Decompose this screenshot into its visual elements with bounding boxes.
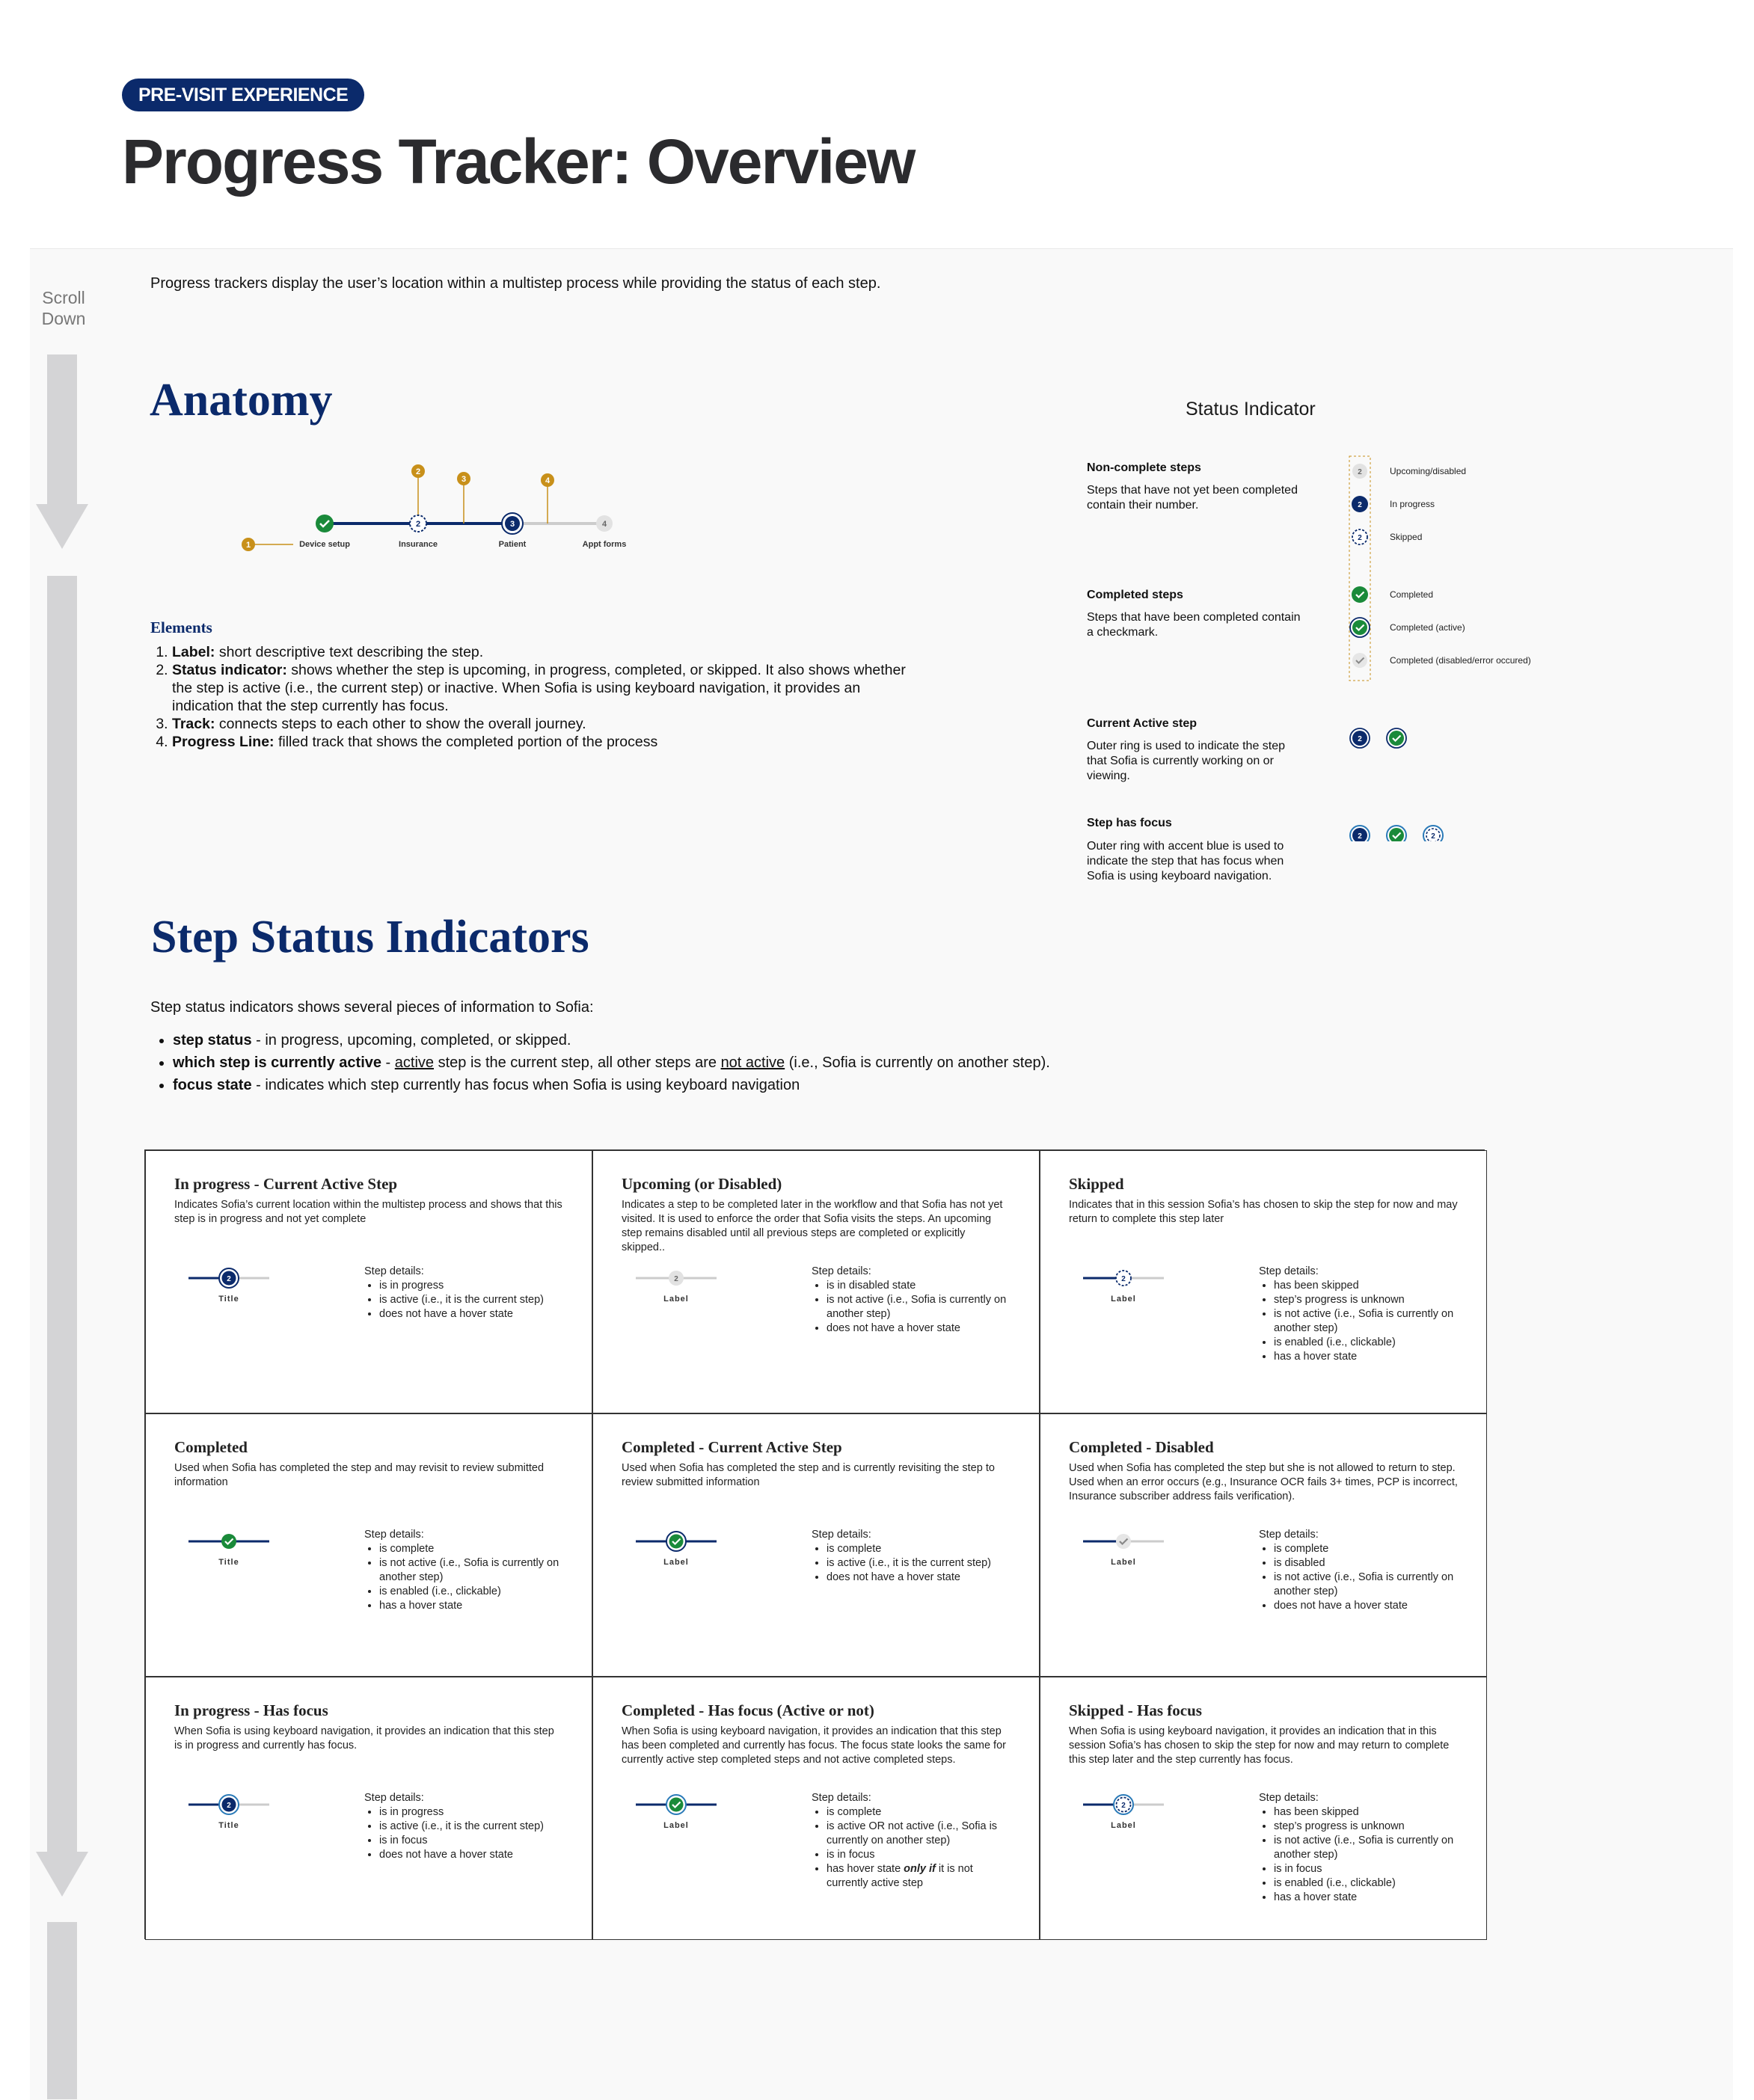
focus-heading: Step has focus <box>1087 817 1172 829</box>
status-label: Skipped <box>1390 532 1423 542</box>
list-item: • is in disabled state <box>827 1279 1014 1293</box>
callout-number: 2 <box>415 467 421 476</box>
step-details-title: Step details: <box>364 1265 424 1277</box>
list-item: • is not active (i.e., Sofia is currently on another step) <box>1274 1307 1461 1336</box>
scroll-arrow-down-icon <box>36 1852 88 1897</box>
status-label: Completed (disabled/error occured) <box>1390 655 1531 666</box>
state-card-description: Used when Sofia has completed the step and may revisit to review submitted information <box>174 1462 545 1488</box>
step-details-title: Step details: <box>364 1529 424 1541</box>
list-item: • is active (i.e., it is the current step) <box>827 1556 1014 1571</box>
state-card-title: Completed <box>174 1438 248 1456</box>
step-states-grid <box>144 1149 1485 1939</box>
state-card <box>145 1677 592 1940</box>
list-item: • is not active (i.e., Sofia is currently on another step) <box>1274 1834 1461 1862</box>
step-details-list <box>364 1279 566 1321</box>
step-status-icon <box>669 1798 684 1812</box>
list-item: • which step is currently active - active step is the current step, all other steps are not active (i.e., Sofia is currently on another step). <box>173 1051 1295 1074</box>
non-complete-heading: Non-complete steps <box>1087 461 1201 474</box>
svg-text:4: 4 <box>601 520 607 529</box>
list-item: • is complete <box>827 1805 1014 1820</box>
elements-heading: Elements <box>150 618 212 636</box>
list-item: • has a hover state <box>379 1599 566 1613</box>
list-item: • is not active (i.e., Sofia is currently on another step) <box>827 1293 1014 1321</box>
step-indicator-demo <box>1082 1526 1209 1571</box>
list-item: • is in progress <box>379 1279 566 1293</box>
state-card-title: In progress - Current Active Step <box>174 1175 398 1193</box>
callout-number: 3 <box>461 475 467 484</box>
step-label: Label <box>1111 1295 1136 1304</box>
state-card-description: Used when Sofia has completed the step but she is not allowed to return to step. Used when an error occurs (e.g., Insurance OCR fails 3+ times, PCP is incorrect, Insurance subscriber address fails verification). <box>1069 1462 1458 1502</box>
step-details-list <box>812 1805 1014 1891</box>
state-card <box>1040 1150 1487 1413</box>
focus-text: Outer ring with accent blue is used to indicate the step that has focus when Sofia is using keyboard navigation. <box>1087 840 1284 882</box>
status-indicator-heading: Status Indicator <box>1186 399 1316 420</box>
list-item: 1. Label: short descriptive text describing the step. <box>172 643 920 661</box>
status-label: In progress <box>1390 499 1435 509</box>
scroll-down-label <box>30 287 97 329</box>
step-details-list <box>1259 1279 1461 1364</box>
scroll-arrow-shaft <box>47 576 77 1853</box>
completed-text: Steps that have been completed contain a checkmark. <box>1087 611 1301 639</box>
step-label: Title <box>218 1295 239 1304</box>
svg-text:2: 2 <box>1121 1802 1126 1810</box>
anatomy-diagram <box>232 458 651 555</box>
step-details-list <box>1259 1542 1461 1613</box>
step-status-list <box>152 1029 1295 1096</box>
state-card-description: Indicates a step to be completed later in the workflow and that Sofia has not yet visited. It is used to enforce the order that Sofia visits the steps. An upcoming step remains disabled until all previous steps are completed or explicitly skipped.. <box>622 1199 1003 1253</box>
scroll-arrow-shaft <box>47 354 77 504</box>
step-details-title: Step details: <box>812 1265 871 1277</box>
step-label: Appt forms <box>582 540 627 549</box>
step-details-title: Step details: <box>1259 1529 1319 1541</box>
status-indicator-icons <box>1339 452 1444 841</box>
list-item: • step’s progress is unknown <box>1274 1293 1461 1307</box>
list-item: • has been skipped <box>1274 1279 1461 1293</box>
list-item: • is active (i.e., it is the current step) <box>379 1820 566 1834</box>
completed-icon <box>1352 586 1368 603</box>
step-status-icon <box>1116 1534 1131 1549</box>
step-details-list <box>812 1279 1014 1336</box>
list-item: • has hover state only if it is not currently active step <box>827 1862 1014 1891</box>
list-item: • is in progress <box>379 1805 566 1820</box>
non-complete-text: Steps that have not yet been completed contain their number. <box>1087 484 1298 512</box>
list-item: • step’s progress is unknown <box>1274 1820 1461 1834</box>
step-details-list <box>812 1542 1014 1585</box>
list-item: • is complete <box>379 1542 566 1556</box>
list-item: • is enabled (i.e., clickable) <box>379 1585 566 1599</box>
list-item: • is in focus <box>827 1848 1014 1862</box>
list-item: • is complete <box>1274 1542 1461 1556</box>
state-card <box>1040 1677 1487 1940</box>
state-card <box>592 1677 1040 1940</box>
state-card-title: Completed - Current Active Step <box>622 1438 842 1456</box>
list-item: • is complete <box>827 1542 1014 1556</box>
state-card-title: Completed - Has focus (Active or not) <box>622 1701 874 1719</box>
state-card-description: When Sofia is using keyboard navigation, it provides an indication that in this session Sofia’s has chosen to skip the step for now and may return to complete this step later and the step currently has focus. <box>1069 1725 1450 1766</box>
list-item: • is active (i.e., it is the current step) <box>379 1293 566 1307</box>
step-label: Label <box>1111 1558 1136 1567</box>
step-indicator-demo <box>1082 1790 1209 1835</box>
step-indicator-demo <box>634 1790 761 1835</box>
active-heading: Current Active step <box>1087 717 1197 730</box>
step-details-list <box>364 1542 566 1613</box>
step-indicator-demo <box>187 1263 314 1308</box>
step-status-icon <box>221 1534 236 1549</box>
list-item: • does not have a hover state <box>827 1571 1014 1585</box>
step-details-list <box>1259 1805 1461 1905</box>
step-status-heading: Step Status Indicators <box>151 912 589 962</box>
state-card-title: Skipped - Has focus <box>1069 1701 1202 1719</box>
anatomy-heading: Anatomy <box>150 375 333 426</box>
step-indicator-demo <box>634 1263 761 1308</box>
svg-text:2: 2 <box>1431 832 1435 841</box>
step-label: Label <box>663 1821 689 1830</box>
callout-number: 1 <box>245 541 251 550</box>
step-status-intro: Step status indicators shows several pieces of information to Sofia: <box>150 999 594 1016</box>
list-item: • is not active (i.e., Sofia is currently on another step) <box>1274 1571 1461 1599</box>
list-item: • has been skipped <box>1274 1805 1461 1820</box>
state-card-title: Skipped <box>1069 1175 1124 1193</box>
status-label: Completed (active) <box>1390 622 1465 633</box>
state-card-description: Used when Sofia has completed the step and is currently revisiting the step to review submitted information <box>622 1462 995 1488</box>
state-card-description: Indicates Sofia’s current location within the multistep process and shows that this step is in progress and not yet complete <box>174 1199 562 1225</box>
list-item: • is in focus <box>379 1834 566 1848</box>
svg-text:2: 2 <box>1358 832 1362 841</box>
step-status-icon <box>669 1535 684 1549</box>
svg-text:2: 2 <box>1121 1275 1126 1283</box>
page-title: Progress Tracker: Overview <box>122 126 915 197</box>
state-card <box>145 1150 592 1413</box>
status-label: Completed <box>1390 589 1434 600</box>
step-label: Patient <box>498 540 527 549</box>
state-card-description: Indicates that in this session Sofia’s has chosen to skip the step for now and may return to complete this step later <box>1069 1199 1458 1225</box>
list-item: • is active OR not active (i.e., Sofia is currently on another step) <box>827 1820 1014 1848</box>
svg-text:2: 2 <box>1358 468 1362 476</box>
list-item: • is in focus <box>1274 1862 1461 1876</box>
svg-text:2: 2 <box>1358 501 1362 509</box>
step-details-title: Step details: <box>812 1529 871 1541</box>
status-label: Upcoming/disabled <box>1390 466 1467 476</box>
step-label: Label <box>663 1558 689 1567</box>
active-text: Outer ring is used to indicate the step that Sofia is currently working on or viewing. <box>1087 740 1286 782</box>
state-card-title: Upcoming (or Disabled) <box>622 1175 782 1193</box>
step-label: Label <box>663 1295 689 1304</box>
state-card-description: When Sofia is using keyboard navigation, it provides an indication that this step is in progress and currently has focus. <box>174 1725 554 1751</box>
list-item: • has a hover state <box>1274 1891 1461 1905</box>
state-card-description: When Sofia is using keyboard navigation, it provides an indication that this step has been completed and currently has focus. The focus state looks the same for currently active step completed steps and not active completed steps. <box>622 1725 1006 1766</box>
step-details-title: Step details: <box>1259 1265 1319 1277</box>
list-item: • does not have a hover state <box>379 1848 566 1862</box>
state-card <box>1040 1413 1487 1677</box>
state-card <box>592 1413 1040 1677</box>
step-details-title: Step details: <box>1259 1792 1319 1804</box>
scroll-label-line: Down <box>41 309 86 328</box>
scroll-label-line: Scroll <box>42 288 85 307</box>
list-item: • has a hover state <box>1274 1350 1461 1364</box>
step-label: Device setup <box>299 540 350 549</box>
svg-text:2: 2 <box>1358 735 1362 743</box>
completed-disabled-icon <box>1352 653 1367 668</box>
step-details-title: Step details: <box>364 1792 424 1804</box>
svg-text:2: 2 <box>674 1275 678 1283</box>
state-card <box>592 1150 1040 1413</box>
step-label: Label <box>1111 1821 1136 1830</box>
list-item: • focus state - indicates which step currently has focus when Sofia is using keyboard navigation <box>173 1074 1295 1096</box>
list-item: • is disabled <box>1274 1556 1461 1571</box>
svg-text:2: 2 <box>227 1802 231 1810</box>
list-item: • is enabled (i.e., clickable) <box>1274 1336 1461 1350</box>
scroll-arrow-shaft <box>47 1922 77 2099</box>
list-item: • does not have a hover state <box>1274 1599 1461 1613</box>
list-item: • is not active (i.e., Sofia is currently on another step) <box>379 1556 566 1585</box>
step-label: Title <box>218 1821 239 1830</box>
list-item: • is enabled (i.e., clickable) <box>1274 1876 1461 1891</box>
state-card-title: In progress - Has focus <box>174 1701 328 1719</box>
list-item: 4. Progress Line: filled track that shows the completed portion of the process <box>172 733 920 751</box>
svg-text:3: 3 <box>509 520 515 529</box>
step-label: Title <box>218 1558 239 1567</box>
elements-list <box>156 643 920 751</box>
svg-text:2: 2 <box>415 520 421 529</box>
state-card <box>145 1413 592 1677</box>
list-item: 2. Status indicator: shows whether the step is upcoming, in progress, completed, or skipped. It also shows whether the step is active (i.e., the current step) or inactive. When Sofia is using keyboard navigation, it provides an indication that the step currently has focus. <box>172 661 920 715</box>
step-details-list <box>364 1805 566 1862</box>
state-card-title: Completed - Disabled <box>1069 1438 1214 1456</box>
scroll-arrow-down-icon <box>36 504 88 549</box>
callout-number: 4 <box>545 476 551 485</box>
list-item: 3. Track: connects steps to each other to show the overall journey. <box>172 715 920 733</box>
step-indicator-demo <box>1082 1263 1209 1308</box>
list-item: • does not have a hover state <box>827 1321 1014 1336</box>
step-indicator-demo <box>634 1526 761 1571</box>
completed-heading: Completed steps <box>1087 589 1183 601</box>
svg-text:2: 2 <box>1358 534 1362 542</box>
step-indicator-demo <box>187 1526 314 1571</box>
completed-step-icon <box>316 515 334 532</box>
section-badge: PRE-VISIT EXPERIENCE <box>122 79 364 111</box>
list-item: • step status - in progress, upcoming, completed, or skipped. <box>173 1029 1295 1051</box>
step-label: Insurance <box>399 540 438 549</box>
intro-text: Progress trackers display the user’s location within a multistep process while providing the status of each step. <box>150 275 881 292</box>
svg-text:2: 2 <box>227 1275 231 1283</box>
step-indicator-demo <box>187 1790 314 1835</box>
step-details-title: Step details: <box>812 1792 871 1804</box>
list-item: • does not have a hover state <box>379 1307 566 1321</box>
